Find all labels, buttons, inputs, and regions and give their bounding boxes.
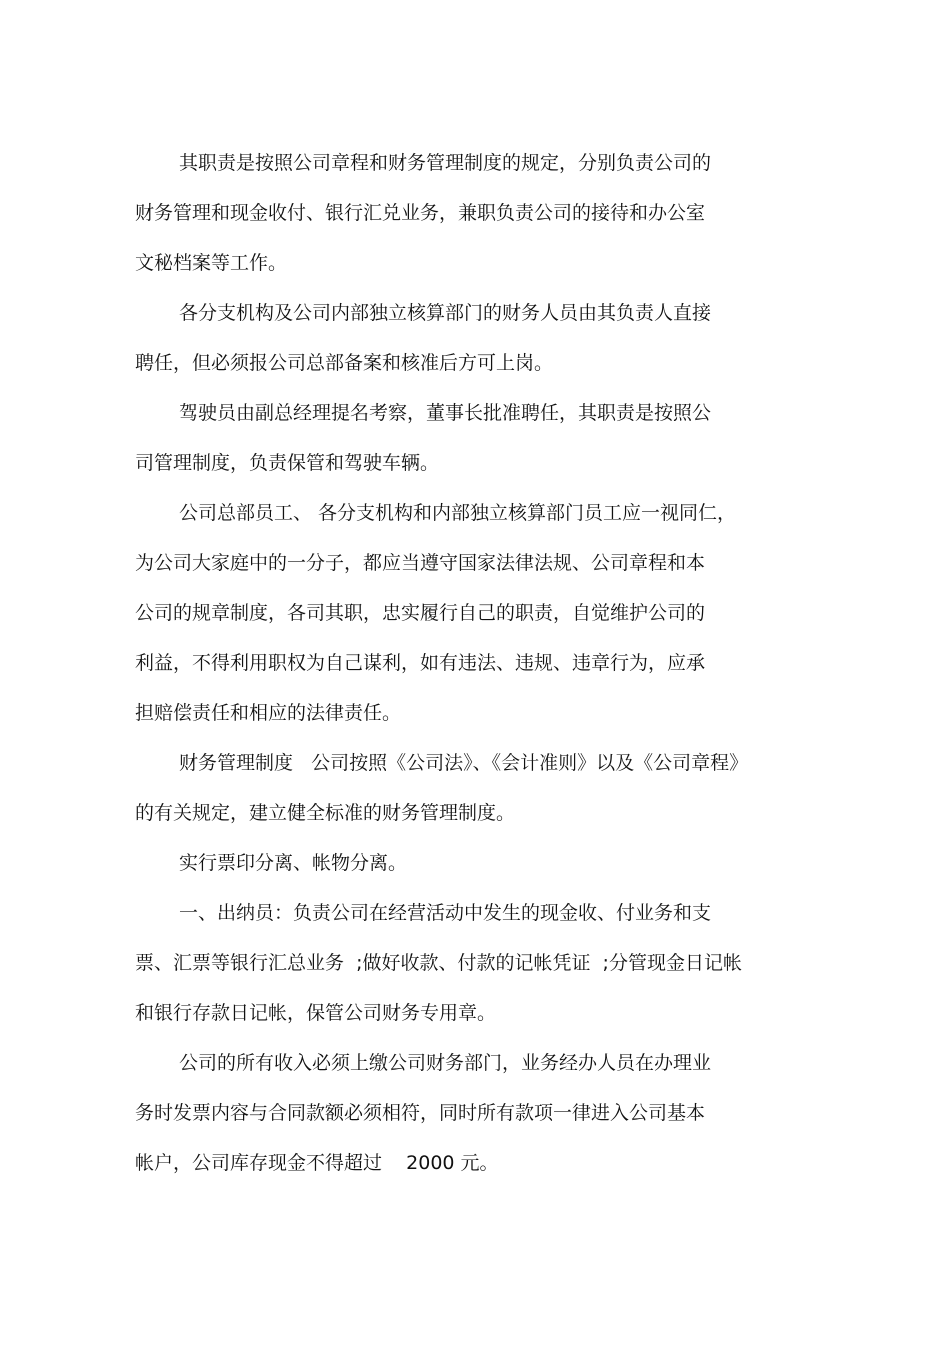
text-line: 帐户，公司库存现金不得超过 2000 元。	[135, 1152, 499, 1174]
text-line: 票、汇票等银行汇总业务 ;做好收款、付款的记帐凭证 ;分管现金日记帐	[135, 952, 742, 974]
text-line: 文秘档案等工作。	[135, 252, 288, 274]
document-body	[135, 143, 815, 1193]
text-line: 公司总部员工、 各分支机构和内部独立核算部门员工应一视同仁，	[179, 502, 737, 524]
text-line: 的有关规定，建立健全标准的财务管理制度。	[135, 802, 516, 824]
text-line: 司管理制度，负责保管和驾驶车辆。	[135, 452, 440, 474]
text-line: 利益，不得利用职权为自己谋利，如有违法、违规、违章行为，应承	[135, 652, 706, 674]
text-line: 公司的所有收入必须上缴公司财务部门，业务经办人员在办理业	[179, 1052, 712, 1074]
text-line: 一、出纳员：负责公司在经营活动中发生的现金收、付业务和支	[179, 902, 712, 924]
text-line: 公司的规章制度，各司其职，忠实履行自己的职责，自觉维护公司的	[135, 602, 706, 624]
paragraph-employees	[135, 493, 815, 743]
paragraph-separation	[135, 843, 815, 893]
paragraph-drivers	[135, 393, 815, 493]
paragraph-branch-finance-staff	[135, 293, 815, 393]
paragraph-finance-system	[135, 743, 815, 843]
text-line: 其职责是按照公司章程和财务管理制度的规定，分别负责公司的	[179, 152, 712, 174]
text-line: 财务管理和现金收付、银行汇兑业务，兼职负责公司的接待和办公室	[135, 202, 706, 224]
text-line: 财务管理制度 公司按照《公司法》、《会计准则》以及《公司章程》	[179, 752, 749, 774]
paragraph-income	[135, 1043, 815, 1193]
text-line: 和银行存款日记帐，保管公司财务专用章。	[135, 1002, 497, 1024]
paragraph-cashier	[135, 893, 815, 1043]
text-line: 各分支机构及公司内部独立核算部门的财务人员由其负责人直接	[179, 302, 712, 324]
text-line: 聘任，但必须报公司总部备案和核准后方可上岗。	[135, 352, 554, 374]
paragraph-duties	[135, 143, 815, 293]
text-line: 担赔偿责任和相应的法律责任。	[135, 702, 402, 724]
text-line: 实行票印分离、帐物分离。	[179, 852, 408, 874]
text-line: 为公司大家庭中的一分子，都应当遵守国家法律法规、公司章程和本	[135, 552, 706, 574]
text-line: 务时发票内容与合同款额必须相符，同时所有款项一律进入公司基本	[135, 1102, 706, 1124]
text-line: 驾驶员由副总经理提名考察，董事长批准聘任，其职责是按照公	[179, 402, 712, 424]
